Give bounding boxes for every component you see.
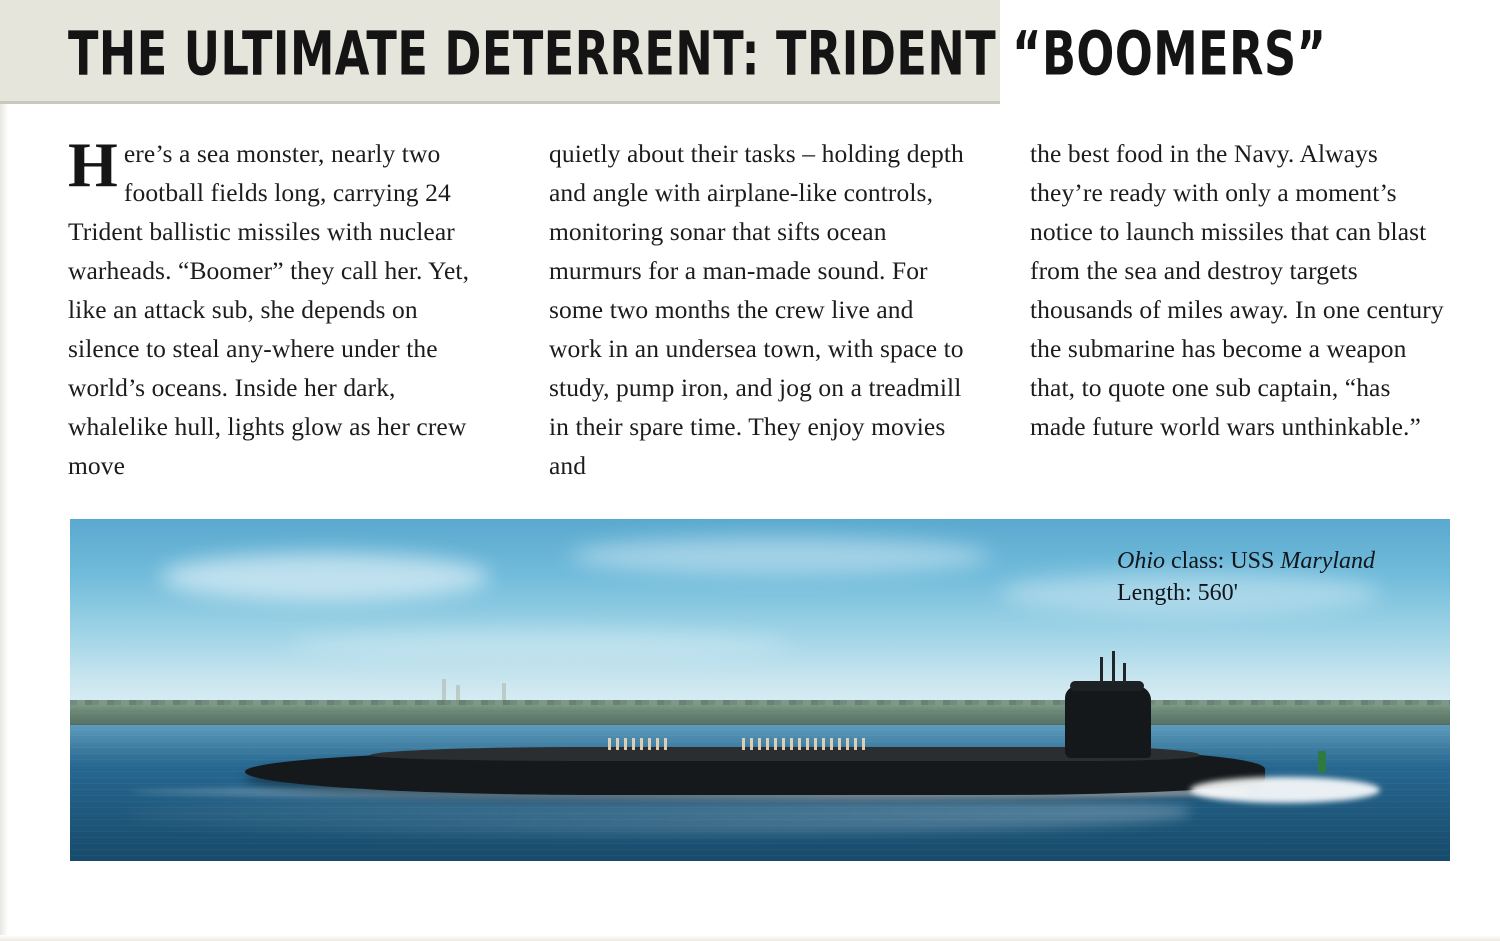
bow-wake [1190,777,1380,803]
paragraph-2: quietly about their tasks – holding depth and angle with airplane-like controls, monitoring sonar that sifts ocean murmurs for a man-made sound. For some two months the crew live and work in an undersea town, with space to study, pump iron, and jog on a treadmill in their spare time. They enjoy movies and [549,139,964,480]
paragraph-3: the best food in the Navy. Always they’re ready with only a moment’s notice to launch missiles that can blast from the sea and destroy targets thousands of miles away. In one century the submarine has become a weapon that, to quote one sub captain, “has made future world wars unthinkable.” [1030,139,1444,441]
headline-band [0,0,1327,104]
page-title: THE ULTIMATE DETERRENT: TRIDENT “BOOMERS” [68,17,1327,90]
body-column-2 [549,134,968,485]
caption-class-mid: class: USS [1165,548,1281,574]
body-column-3 [1030,134,1449,485]
mast [1123,663,1126,683]
paragraph-1 [68,129,487,485]
drop-cap: H [68,129,118,200]
paragraph-1-text: ere’s a sea monster, nearly two football fields long, carrying 24 Trident ballistic missiles with nuclear warheads. “Boomer” they call her. Yet, like an attack sub, she depends on silence to steal any-where under the world’s oceans. Inside her dark, whalelike hull, lights glow as her crew move [68,139,470,480]
channel-buoy [1318,751,1326,773]
cloud [290,629,790,659]
caption-line-2: Length: 560' [1117,580,1238,606]
photo-caption [1117,545,1447,609]
shoreline [70,705,1450,727]
mast [1112,651,1115,683]
scan-edge-bottom [0,935,1500,941]
crew-members [742,738,868,750]
cloud [570,537,990,575]
caption-line-1 [1117,545,1447,577]
mast [1100,657,1103,683]
caption-ship-name: Maryland [1280,548,1376,574]
crew-members [608,738,672,750]
scan-edge-left [0,0,8,941]
body-columns [68,129,1450,485]
submarine-sail [1065,686,1151,758]
submarine-sail-top [1070,681,1144,691]
headline-rule [0,101,1000,104]
caption-class-name: Ohio [1117,548,1165,574]
cloud [160,553,490,601]
body-column-1 [68,129,487,485]
submarine-photograph [70,519,1450,861]
